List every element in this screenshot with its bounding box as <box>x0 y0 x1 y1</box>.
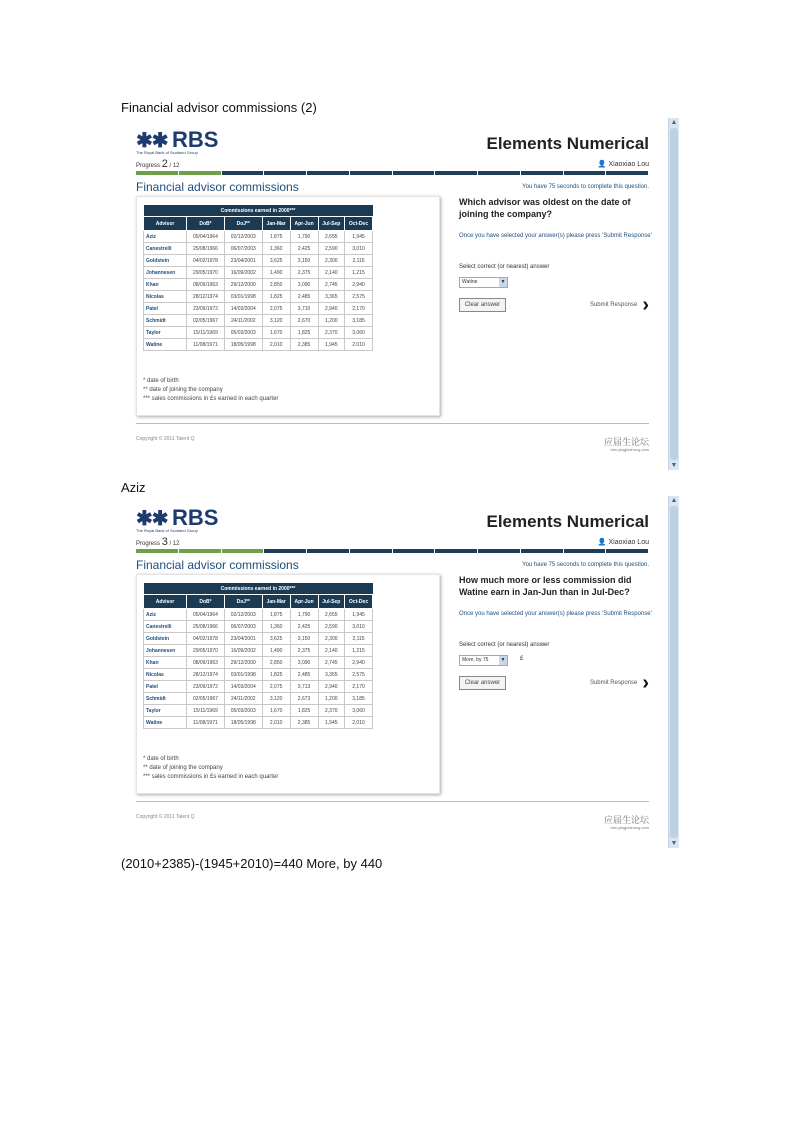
progress-segment <box>564 171 607 175</box>
table-cell: Patel <box>144 303 187 315</box>
column-header: Jul-Sep <box>318 595 345 609</box>
table-cell: 1,670 <box>262 327 290 339</box>
table-row <box>144 339 373 351</box>
scroll-down-icon[interactable]: ▼ <box>670 840 678 847</box>
progress-segment <box>264 171 307 175</box>
chevron-right-icon: › <box>642 672 649 694</box>
table-row <box>144 621 373 633</box>
table-cell: 2,655 <box>318 231 345 243</box>
table-row <box>144 291 373 303</box>
answer-select-value: Watine <box>462 279 478 285</box>
table-cell: 2,425 <box>290 243 318 255</box>
table-cell: 3,625 <box>262 255 290 267</box>
table-cell: 3,713 <box>290 681 318 693</box>
table-cell: 1,825 <box>290 705 318 717</box>
table-cell: 05/03/2003 <box>224 327 262 339</box>
table-cell: 24/11/2002 <box>224 315 262 327</box>
footnote: * date of birth <box>143 756 179 762</box>
table-caption: Commissions earned in 2000*** <box>144 205 373 217</box>
submit-response-button[interactable] <box>589 294 649 316</box>
commissions-table <box>143 583 373 729</box>
table-cell: Taylor <box>144 327 187 339</box>
progress-value: 3 <box>161 536 168 548</box>
table-row <box>144 681 373 693</box>
watermark-url: bbs.yingjiesheng.com <box>610 447 649 452</box>
table-cell: 2,673 <box>290 693 318 705</box>
table-cell: 3,060 <box>345 327 373 339</box>
progress-total: / 12 <box>169 541 180 547</box>
doc-calculation: (2010+2385)-(1945+2010)=440 More, by 440 <box>121 856 383 871</box>
table-cell: 1,200 <box>318 315 345 327</box>
data-panel <box>136 574 440 794</box>
table-cell: 2,170 <box>345 303 373 315</box>
footer-divider <box>136 801 649 802</box>
table-cell: 2,485 <box>290 291 318 303</box>
table-cell: 29/05/1970 <box>187 645 225 657</box>
table-row <box>144 693 373 705</box>
logo-text: RBS <box>171 505 219 530</box>
table-cell: 3,010 <box>345 243 373 255</box>
select-unit: £ <box>520 656 524 662</box>
column-header: Advisor <box>144 217 187 231</box>
table-cell: 2,485 <box>290 669 318 681</box>
progress-total: / 12 <box>169 163 180 169</box>
column-header: Jan-Mar <box>262 595 290 609</box>
table-cell: 23/09/1972 <box>187 303 225 315</box>
progress-segment <box>222 171 265 175</box>
screenshot-1 <box>130 118 679 470</box>
table-cell: 2,745 <box>318 279 345 291</box>
progress-segment <box>521 171 564 175</box>
column-header: Jul-Sep <box>318 217 345 231</box>
table-cell: 2,375 <box>290 267 318 279</box>
table-cell: 2,655 <box>318 609 345 621</box>
table-cell: Goldstein <box>144 255 187 267</box>
progress-segment <box>307 171 350 175</box>
instruction-text: Once you have selected your answer(s) please press 'Submit Response' <box>459 233 652 239</box>
table-cell: 2,425 <box>290 621 318 633</box>
column-header: Apr-Jun <box>290 595 318 609</box>
table-cell: Goldstein <box>144 633 187 645</box>
table-cell: 2,370 <box>318 327 345 339</box>
logo-text: RBS <box>171 127 219 152</box>
table-cell: 2,140 <box>318 267 345 279</box>
table-cell: 2,170 <box>345 681 373 693</box>
table-cell: Khan <box>144 279 187 291</box>
footnote: * date of birth <box>143 378 179 384</box>
table-cell: 2,575 <box>345 291 373 303</box>
table-cell: 1,790 <box>290 231 318 243</box>
doc-heading: Financial advisor commissions (2) <box>121 100 317 115</box>
table-cell: 2,075 <box>262 303 290 315</box>
table-cell: 1,875 <box>262 231 290 243</box>
progress-segment <box>350 171 393 175</box>
table-cell: 02/12/2003 <box>224 231 262 243</box>
table-cell: 05/04/1964 <box>187 609 225 621</box>
table-cell: 1,790 <box>290 609 318 621</box>
scroll-down-icon[interactable]: ▼ <box>670 462 678 469</box>
table-row <box>144 717 373 729</box>
table-cell: 11/08/1971 <box>187 717 225 729</box>
table-cell: 1,825 <box>262 291 290 303</box>
table-cell: 2,300 <box>318 255 345 267</box>
watermark <box>604 438 649 454</box>
footnote: *** sales commissions in £s earned in each quarter <box>143 774 279 780</box>
progress-segment <box>564 549 607 553</box>
table-cell: 3,185 <box>345 693 373 705</box>
table-cell: 29/12/2000 <box>224 657 262 669</box>
table-cell: 28/12/1974 <box>187 669 225 681</box>
table-cell: 1,215 <box>345 645 373 657</box>
user-info <box>598 538 649 546</box>
table-cell: 2,940 <box>345 279 373 291</box>
column-header: DoB* <box>187 595 225 609</box>
app-title: Elements Numerical <box>486 512 649 531</box>
table-cell: 02/05/1967 <box>187 315 225 327</box>
table-cell: 2,385 <box>290 717 318 729</box>
table-cell: 1,945 <box>345 609 373 621</box>
table-cell: 08/09/1963 <box>187 657 225 669</box>
table-cell: 2,115 <box>345 255 373 267</box>
rbs-daisy-icon: ✱✱ <box>136 130 168 152</box>
progress-segment <box>350 549 393 553</box>
watermark-text: 应届生论坛 <box>603 815 649 825</box>
table-header-row <box>144 217 373 231</box>
answer-select[interactable] <box>459 277 508 288</box>
clear-answer-button[interactable]: Clear answer <box>459 298 506 312</box>
table-cell: 1,490 <box>262 267 290 279</box>
table-cell: Schmidt <box>144 315 187 327</box>
table-row <box>144 669 373 681</box>
column-header: Apr-Jun <box>290 217 318 231</box>
commissions-table <box>143 205 373 351</box>
table-cell: 3,090 <box>290 657 318 669</box>
logo-subtitle: The Royal Bank of Scotland Group <box>136 150 198 155</box>
table-row <box>144 279 373 291</box>
watermark-text: 应届生论坛 <box>603 437 649 447</box>
progress-bar <box>136 171 649 175</box>
progress-segment <box>435 171 478 175</box>
progress-segment <box>307 549 350 553</box>
footnote: ** date of joining the company <box>143 765 223 771</box>
table-cell: 16/09/2002 <box>224 645 262 657</box>
user-name: Xiaoxiao Lou <box>608 539 649 546</box>
table-cell: 1,945 <box>345 231 373 243</box>
progress-label: Progress <box>136 541 161 547</box>
table-row <box>144 267 373 279</box>
doc-answer-1: Aziz <box>121 480 146 495</box>
table-cell: 16/09/2002 <box>224 267 262 279</box>
table-cell: 04/02/1978 <box>187 255 225 267</box>
table-cell: 08/09/1963 <box>187 279 225 291</box>
table-cell: 2,115 <box>345 633 373 645</box>
logo-subtitle: The Royal Bank of Scotland Group <box>136 528 198 533</box>
table-cell: Canestrelli <box>144 243 187 255</box>
progress-segment <box>435 549 478 553</box>
table-cell: 14/03/2004 <box>224 303 262 315</box>
table-footnotes <box>143 755 278 782</box>
table-row <box>144 231 373 243</box>
rbs-logo <box>136 127 218 155</box>
scrollbar-thumb[interactable] <box>670 506 678 838</box>
table-cell: 18/05/1998 <box>224 717 262 729</box>
progress-segment <box>179 171 222 175</box>
table-cell: 2,940 <box>345 657 373 669</box>
table-row <box>144 243 373 255</box>
table-cell: 1,670 <box>262 705 290 717</box>
table-cell: 05/03/2003 <box>224 705 262 717</box>
table-row <box>144 303 373 315</box>
table-cell: 24/11/2002 <box>224 693 262 705</box>
rbs-daisy-icon: ✱✱ <box>136 508 168 530</box>
table-cell: 28/12/1974 <box>187 291 225 303</box>
table-row <box>144 315 373 327</box>
column-header: DoJ** <box>224 595 262 609</box>
vertical-scrollbar[interactable] <box>668 118 679 470</box>
user-icon: 👤 <box>597 161 607 168</box>
progress-segment <box>264 549 307 553</box>
table-cell: 2,010 <box>262 339 290 351</box>
app-title: Elements Numerical <box>486 134 649 153</box>
select-label: Select correct (or nearest) answer <box>459 642 550 648</box>
table-cell: 29/12/2000 <box>224 279 262 291</box>
table-cell: 3,625 <box>262 633 290 645</box>
table-cell: Johannesen <box>144 267 187 279</box>
instruction-text: Once you have selected your answer(s) please press 'Submit Response' <box>459 611 652 617</box>
table-cell: 3,010 <box>345 621 373 633</box>
table-footnotes <box>143 377 278 404</box>
table-cell: 23/04/2001 <box>224 255 262 267</box>
answer-select-value: More, by 75 <box>462 657 489 663</box>
table-cell: 15/11/1969 <box>187 327 225 339</box>
table-row <box>144 645 373 657</box>
column-header: Oct-Dec <box>345 595 373 609</box>
table-cell: Watine <box>144 717 187 729</box>
clear-answer-button[interactable]: Clear answer <box>459 676 506 690</box>
table-cell: Nicolas <box>144 669 187 681</box>
progress-indicator <box>136 158 180 170</box>
submit-label: Submit Response <box>589 302 638 308</box>
progress-segment <box>478 171 521 175</box>
table-cell: 23/09/1972 <box>187 681 225 693</box>
watermark <box>604 816 649 832</box>
table-cell: 1,945 <box>318 339 345 351</box>
table-cell: 3,060 <box>345 705 373 717</box>
progress-segment <box>393 171 436 175</box>
data-panel <box>136 196 440 416</box>
footnote: ** date of joining the company <box>143 387 223 393</box>
table-cell: 05/04/1964 <box>187 231 225 243</box>
table-cell: 11/08/1971 <box>187 339 225 351</box>
section-title: Financial advisor commissions <box>136 558 299 572</box>
table-row <box>144 633 373 645</box>
column-header: Oct-Dec <box>345 217 373 231</box>
table-row <box>144 609 373 621</box>
table-cell: 25/08/1966 <box>187 243 225 255</box>
table-cell: 2,010 <box>345 717 373 729</box>
table-cell: 03/01/1998 <box>224 669 262 681</box>
table-cell: 1,360 <box>262 243 290 255</box>
table-cell: 2,140 <box>318 645 345 657</box>
table-header-row <box>144 595 373 609</box>
select-label: Select correct (or nearest) answer <box>459 264 550 270</box>
copyright-text: Copyright © 2011 Talent Q <box>136 436 195 442</box>
chevron-down-icon[interactable]: ▼ <box>500 657 506 663</box>
table-cell: 2,300 <box>318 633 345 645</box>
table-cell: 06/07/2003 <box>224 621 262 633</box>
table-cell: 3,150 <box>290 633 318 645</box>
table-cell: 3,365 <box>318 669 345 681</box>
table-caption: Commissions earned in 2000*** <box>144 583 373 595</box>
table-cell: Khan <box>144 657 187 669</box>
table-cell: 1,875 <box>262 609 290 621</box>
progress-segment <box>136 549 179 553</box>
table-cell: 2,075 <box>262 681 290 693</box>
column-header: DoJ** <box>224 217 262 231</box>
table-cell: 2,010 <box>262 717 290 729</box>
table-cell: 2,375 <box>290 645 318 657</box>
table-row <box>144 327 373 339</box>
table-cell: 04/02/1978 <box>187 633 225 645</box>
question-text: Which advisor was oldest on the date of joining the company? <box>459 197 631 219</box>
watermark-url: bbs.yingjiesheng.com <box>610 825 649 830</box>
table-cell: 3,090 <box>290 279 318 291</box>
table-cell: Aziz <box>144 231 187 243</box>
table-cell: 2,590 <box>318 243 345 255</box>
table-cell: 2,940 <box>318 303 345 315</box>
table-cell: 1,215 <box>345 267 373 279</box>
table-cell: Taylor <box>144 705 187 717</box>
column-header: DoB* <box>187 217 225 231</box>
table-cell: 2,745 <box>318 657 345 669</box>
copyright-text: Copyright © 2011 Talent Q <box>136 814 195 820</box>
vertical-scrollbar[interactable] <box>668 496 679 848</box>
scroll-up-icon[interactable]: ▲ <box>670 119 678 126</box>
table-row <box>144 255 373 267</box>
chevron-right-icon: › <box>642 294 649 316</box>
progress-bar <box>136 549 649 553</box>
question-text: How much more or less commission did Watine earn in Jan-Jun than in Jul-Dec? <box>459 575 632 597</box>
rbs-logo <box>136 505 218 533</box>
table-cell: 1,360 <box>262 621 290 633</box>
column-header: Advisor <box>144 595 187 609</box>
chevron-down-icon[interactable]: ▼ <box>500 279 506 285</box>
progress-segment <box>521 549 564 553</box>
screenshot-2 <box>130 496 679 848</box>
submit-response-button[interactable] <box>589 672 649 694</box>
table-cell: 2,010 <box>345 339 373 351</box>
table-cell: 3,365 <box>318 291 345 303</box>
table-cell: 3,185 <box>345 315 373 327</box>
column-header: Jan-Mar <box>262 217 290 231</box>
table-cell: Schmidt <box>144 693 187 705</box>
table-cell: 2,940 <box>318 681 345 693</box>
footer-divider <box>136 423 649 424</box>
table-row <box>144 705 373 717</box>
user-icon: 👤 <box>597 539 607 546</box>
table-cell: 2,850 <box>262 279 290 291</box>
table-cell: 2,850 <box>262 657 290 669</box>
progress-label: Progress <box>136 163 161 169</box>
table-cell: 3,120 <box>262 693 290 705</box>
progress-segment <box>393 549 436 553</box>
table-cell: 23/04/2001 <box>224 633 262 645</box>
user-name: Xiaoxiao Lou <box>608 161 649 168</box>
table-cell: Nicolas <box>144 291 187 303</box>
table-cell: 3,120 <box>262 315 290 327</box>
progress-indicator <box>136 536 180 548</box>
table-cell: 18/05/1998 <box>224 339 262 351</box>
timer-text: You have 75 seconds to complete this question. <box>522 562 649 568</box>
table-cell: Watine <box>144 339 187 351</box>
table-cell: 3,150 <box>290 255 318 267</box>
progress-segment <box>606 171 649 175</box>
table-cell: 06/07/2003 <box>224 243 262 255</box>
table-cell: 1,945 <box>318 717 345 729</box>
table-cell: 2,590 <box>318 621 345 633</box>
table-cell: 2,370 <box>318 705 345 717</box>
table-cell: 29/05/1970 <box>187 267 225 279</box>
table-cell: 1,200 <box>318 693 345 705</box>
table-cell: Aziz <box>144 609 187 621</box>
table-cell: 2,670 <box>290 315 318 327</box>
table-cell: 1,825 <box>290 327 318 339</box>
progress-segment <box>478 549 521 553</box>
table-row <box>144 657 373 669</box>
scrollbar-thumb[interactable] <box>670 128 678 460</box>
table-cell: 02/05/1967 <box>187 693 225 705</box>
table-cell: 03/01/1998 <box>224 291 262 303</box>
progress-segment <box>136 171 179 175</box>
table-cell: 1,490 <box>262 645 290 657</box>
progress-value: 2 <box>161 158 168 170</box>
footnote: *** sales commissions in £s earned in each quarter <box>143 396 279 402</box>
table-cell: 14/03/2004 <box>224 681 262 693</box>
table-cell: 25/08/1966 <box>187 621 225 633</box>
progress-segment <box>606 549 649 553</box>
section-title: Financial advisor commissions <box>136 180 299 194</box>
submit-label: Submit Response <box>589 680 638 686</box>
answer-select[interactable] <box>459 655 508 666</box>
progress-segment <box>222 549 265 553</box>
table-cell: 15/11/1969 <box>187 705 225 717</box>
table-cell: Patel <box>144 681 187 693</box>
table-cell: 1,825 <box>262 669 290 681</box>
user-info <box>598 160 649 168</box>
table-cell: Johannesen <box>144 645 187 657</box>
table-cell: Canestrelli <box>144 621 187 633</box>
table-cell: 3,710 <box>290 303 318 315</box>
table-cell: 2,385 <box>290 339 318 351</box>
table-cell: 2,575 <box>345 669 373 681</box>
table-cell: 02/12/2003 <box>224 609 262 621</box>
scroll-up-icon[interactable]: ▲ <box>670 497 678 504</box>
timer-text: You have 75 seconds to complete this question. <box>522 184 649 190</box>
progress-segment <box>179 549 222 553</box>
